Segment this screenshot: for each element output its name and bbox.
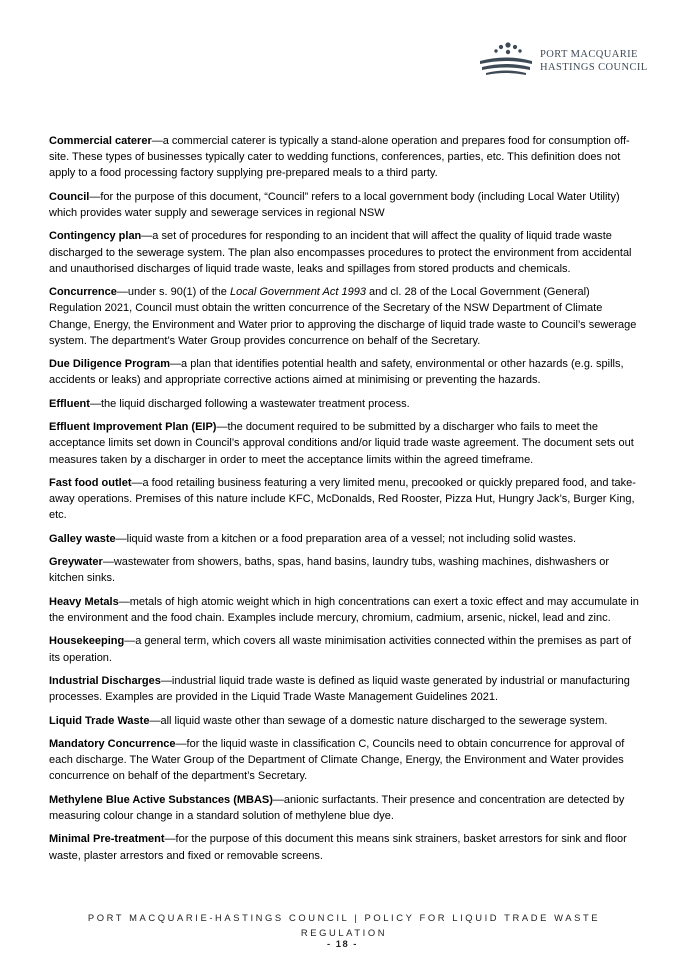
definition-paragraph [49,633,641,665]
definition-citation: Local Government Act 1993 [229,286,366,299]
definition-text: —anionic surfactants. Their presence and concentration are detected by measuring colour change in a standard solution of methylene blue dye. [49,793,625,822]
logo-line-1: PORT MACQUARIE [540,49,638,60]
definition-text: —a commercial caterer is typically a stand-alone operation and prepares food for consumption off-site. These types of businesses typically cater to wedding functions, conferences, parties, etc. This definition does not apply to a food processing factory supplying pre-prepared meals to a third party. [49,135,630,180]
council-logo-icon [478,40,534,76]
definition-paragraph [49,673,641,705]
definition-term: Effluent [49,397,90,410]
definition-paragraph [49,831,641,863]
definition-text: —all liquid waste other than sewage of a domestic nature discharged to the sewerage system. [149,714,608,727]
definition-text: —for the purpose of this document this means sink strainers, basket arrestors for sink and floor waste, plaster arrestors and fixed or removable screens. [49,833,627,862]
definition-text: —for the purpose of this document, “Council” refers to a local government body (including Local Water Utility) which provides water supply and sewerage services in regional NSW [49,190,620,219]
definition-text: —liquid waste from a kitchen or a food preparation area of a vessel; not including solid wastes. [115,532,577,545]
definition-term: Heavy Metals [49,595,119,608]
definition-term: Housekeeping [49,635,125,648]
definition-text: —the document required to be submitted by a discharger who fails to meet the acceptance limits set down in Council’s approval conditions and/or liquid trade waste agreement. The document sets out measures taken by a discharger in order to meet the acceptance limits within the agreed timeframe. [49,421,634,466]
logo-line-2: HASTINGS COUNCIL [540,61,648,73]
definition-term: Galley waste [49,532,116,545]
definition-paragraph [49,594,641,626]
definition-term: Fast food outlet [49,476,132,489]
definition-term: Contingency plan [49,230,142,243]
definition-text: —wastewater from showers, baths, spas, hand basins, laundry tubs, washing machines, dishwashers or kitchen sinks. [49,556,610,585]
definition-paragraph [49,531,641,547]
council-logo-text [540,49,648,74]
definition-term: Minimal Pre-treatment [49,833,165,846]
definition-paragraph [49,228,641,277]
definition-term: Commercial caterer [49,135,152,147]
definition-paragraph [49,396,641,412]
page-number: - 18 - [327,938,358,949]
definition-text: and cl. 28 of the Local Government (General) Regulation 2021, Council must obtain the written concurrence of the Secretary of the NSW Department of Climate Change, Energy, the Environment and Water prior to approving the discharge of liquid trade waste to Council’s sewerage system. The department’s Water Group provides concurrence on behalf of the Secretary. [49,286,637,347]
definition-text: —metals of high atomic weight which in high concentrations can exert a toxic effect and may accumulate in the environment and the food chain. Examples include mercury, chromium, cadmium, arsenic, nickel, lead and zinc. [49,595,639,624]
definition-text: —a general term, which covers all waste minimisation activities connected within the premises as part of its operation. [49,635,632,664]
definition-paragraph [49,792,641,824]
definition-text: —under s. 90(1) of the [116,286,230,299]
definition-term: Liquid Trade Waste [49,714,150,727]
definition-paragraph [49,554,641,586]
definitions-list [49,133,641,871]
definition-text: —a set of procedures for responding to an incident that will affect the quality of liquid trade waste discharged to the sewerage system. The plan also encompasses procedures to protect the environment from accidental and unauthorised discharges of liquid trade waste, leaks and spillages from stored products and chemicals. [49,230,632,275]
definition-paragraph [49,189,641,221]
definition-term: Industrial Discharges [49,674,161,687]
definition-term: Methylene Blue Active Substances (MBAS) [49,793,273,806]
definition-term: Council [49,190,90,203]
council-logo [478,40,648,80]
definition-term: Concurrence [49,286,117,299]
definition-text: —industrial liquid trade waste is defined as liquid waste generated by industrial or manufacturing processes. Examples are provided in the Liquid Trade Waste Management Guidelines 2021. [49,674,630,704]
footer-title: PORT MACQUARIE-HASTINGS COUNCIL | POLICY FOR LIQUID TRADE WASTE REGULATION [87,912,601,938]
definition-term: Mandatory Concurrence [49,737,176,750]
definition-paragraph [49,133,641,182]
definition-paragraph [49,419,641,468]
definition-term: Effluent Improvement Plan (EIP) [49,421,217,434]
definition-term: Due Diligence Program [49,358,171,371]
definition-text: —a plan that identifies potential health and safety, environmental or other hazards (e.g. spills, accidents or leaks) and appropriate corrective actions aimed at minimising or preventing the hazards. [49,358,624,387]
definition-text: —for the liquid waste in classification C, Councils need to obtain concurrence for approval of each discharge. The Water Group of the Department of Climate Change, Energy, the Environment and Water provides concurrence on behalf of the department’s Secretary. [49,737,625,783]
definition-paragraph [49,713,641,729]
definition-term: Greywater [49,556,103,569]
definition-text: —the liquid discharged following a wastewater treatment process. [89,397,410,410]
definition-text: —a food retailing business featuring a very limited menu, precooked or quickly prepared food, and take-away operations. Premises of this nature include KFC, McDonalds, Red Rooster, Pizza Hut, Hungry Jack’s, Burger King, etc. [49,476,636,522]
definition-paragraph [49,356,641,388]
definition-paragraph [49,284,641,349]
definition-paragraph [49,736,641,785]
definition-paragraph [49,475,641,524]
